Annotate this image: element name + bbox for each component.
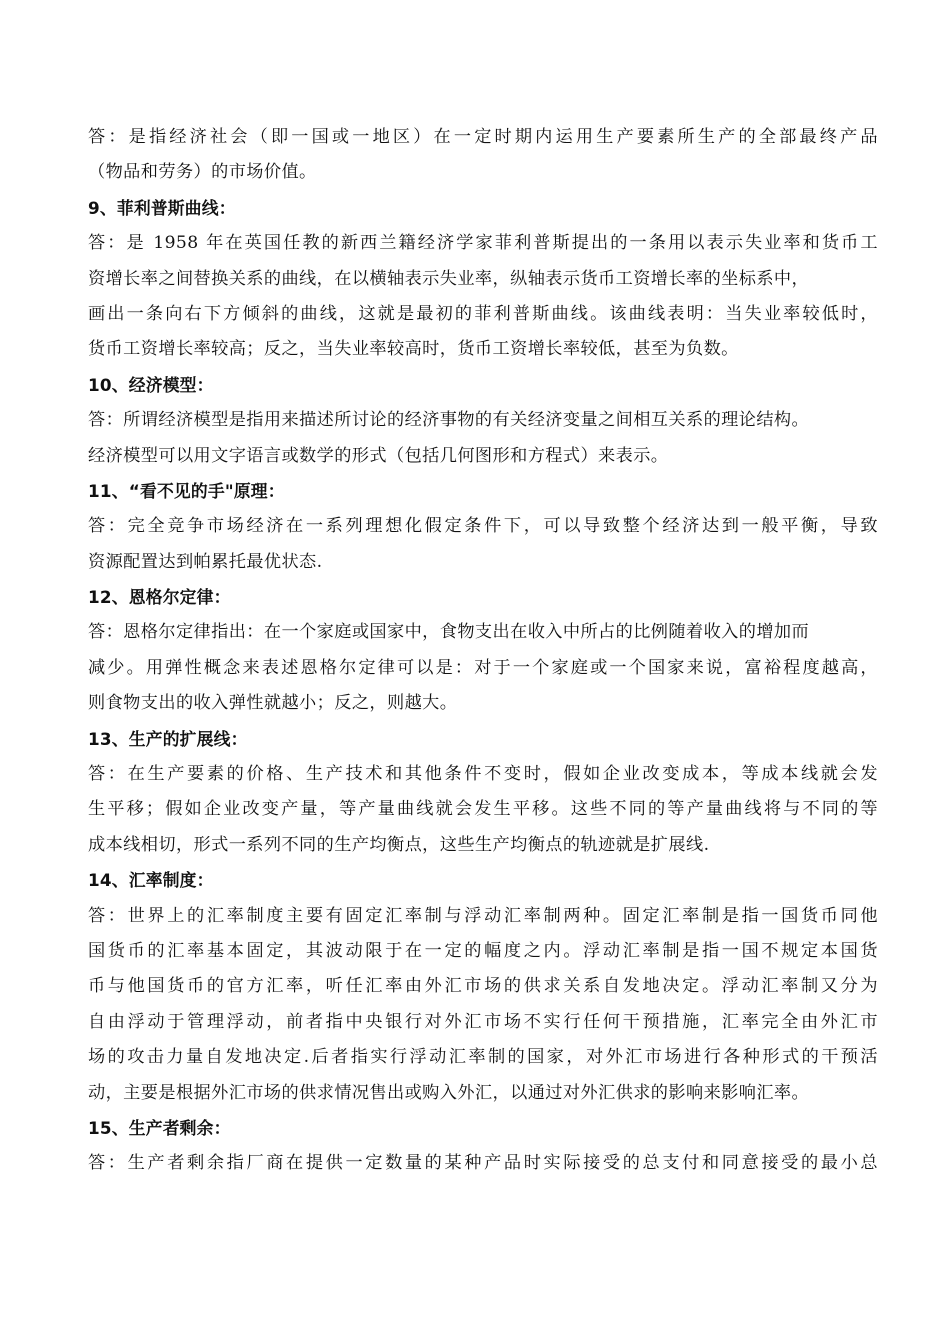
body-line: 货币工资增长率较高；反之，当失业率较高时，货币工资增长率较低，甚至为负数。 (88, 339, 739, 360)
body-line: 自由浮动于管理浮动，前者指中央银行对外汇市场不实行任何干预措施，汇率完全由外汇市 (88, 1011, 878, 1032)
body-line: （物品和劳务）的市场价值。 (88, 162, 317, 183)
body-line: 成本线相切，形式一系列不同的生产均衡点，这些生产均衡点的轨迹就是扩展线. (88, 834, 710, 855)
document-content (88, 120, 878, 1182)
term-heading: 12、恩格尔定律： (88, 587, 231, 608)
body-line: 资源配置达到帕累托最优状态. (88, 551, 323, 572)
term-heading: 13、生产的扩展线： (88, 728, 248, 749)
term-heading: 10、经济模型： (88, 374, 214, 395)
body-line: 国货币的汇率基本固定，其波动限于在一定的幅度之内。浮动汇率制是指一国不规定本国货 (88, 940, 878, 961)
body-line: 经济模型可以用文字语言或数学的形式（包括几何图形和方程式）来表示。 (88, 445, 669, 466)
body-line: 答：是指经济社会（即一国或一地区）在一定时期内运用生产要素所生产的全部最终产品 (88, 127, 878, 147)
body-line: 答：完全竞争市场经济在一系列理想化假定条件下，可以导致整个经济达到一般平衡，导致 (88, 516, 878, 537)
body-line: 答：是 1958 年在英国任教的新西兰籍经济学家菲利普斯提出的一条用以表示失业率和货币工 (88, 233, 878, 254)
body-line: 生平移；假如企业改变产量，等产量曲线就会发生平移。这些不同的等产量曲线将与不同的等 (88, 799, 878, 820)
body-line: 则食物支出的收入弹性就越小；反之，则越大。 (88, 693, 458, 714)
body-line: 币与他国货币的官方汇率，听任汇率由外汇市场的供求关系自发地决定。浮动汇率制又分为 (88, 976, 878, 997)
body-line: 画出一条向右下方倾斜的曲线，这就是最初的菲利普斯曲线。该曲线表明：当失业率较低时， (88, 303, 878, 324)
body-line: 资增长率之间替换关系的曲线，在以横轴表示失业率，纵轴表示货币工资增长率的坐标系中， (88, 268, 810, 289)
body-line: 答：世界上的汇率制度主要有固定汇率制与浮动汇率制两种。固定汇率制是指一国货币同他 (88, 905, 878, 926)
body-line: 答：在生产要素的价格、生产技术和其他条件不变时，假如企业改变成本，等成本线就会发 (88, 764, 878, 785)
term-heading: 15、生产者剩余： (88, 1117, 231, 1138)
body-line: 动，主要是根据外汇市场的供求情况售出或购入外汇，以通过对外汇供求的影响来影响汇率。 (88, 1082, 810, 1103)
term-heading: 11、“看不见的手"原理： (88, 480, 285, 501)
body-line: 答：恩格尔定律指出：在一个家庭或国家中，食物支出在收入中所占的比例随着收入的增加而 (88, 622, 810, 643)
term-heading: 14、汇率制度： (88, 870, 214, 891)
body-line: 答：所谓经济模型是指用来描述所讨论的经济事物的有关经济变量之间相互关系的理论结构。 (88, 410, 810, 431)
body-line: 减少。用弹性概念来表述恩格尔定律可以是：对于一个家庭或一个国家来说，富裕程度越高， (88, 657, 878, 678)
body-line: 场的攻击力量自发地决定.后者指实行浮动汇率制的国家，对外汇市场进行各种形式的干预活 (88, 1047, 878, 1068)
term-heading: 9、菲利普斯曲线： (88, 197, 236, 218)
body-line: 答：生产者剩余指厂商在提供一定数量的某种产品时实际接受的总支付和同意接受的最小总 (88, 1153, 878, 1174)
